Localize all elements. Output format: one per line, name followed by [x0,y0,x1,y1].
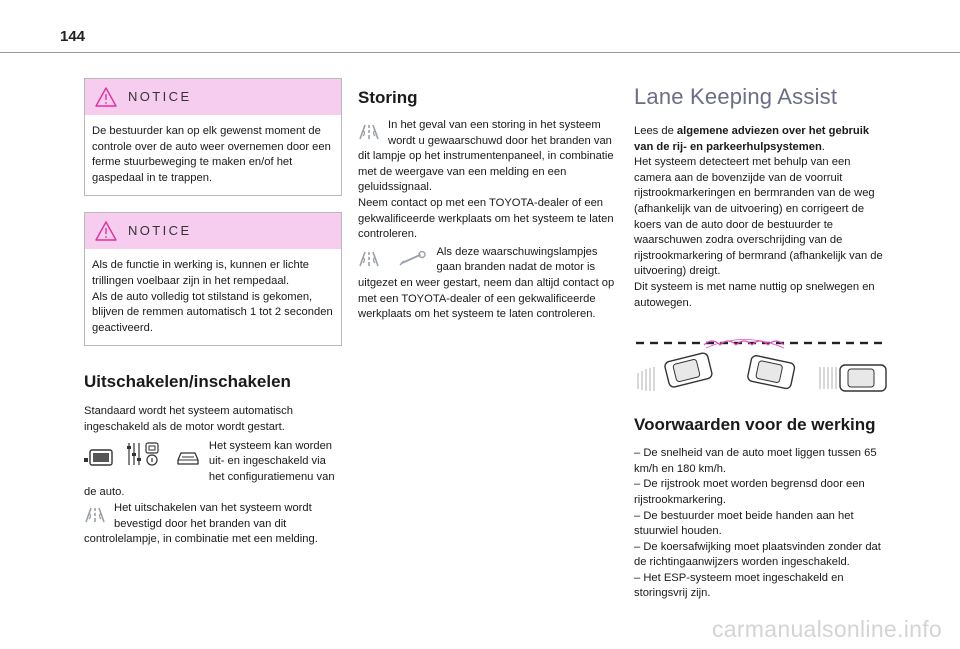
notice-body [85,249,341,345]
lane-keeping-diagram [634,333,888,395]
notice-title: NOTICE [128,223,192,239]
lane-departure-wrench-icon [398,251,428,267]
lane-departure-lamp-icon [358,251,380,267]
notice-text: De bestuurder kan op elk gewenst moment de controle over de auto weer overnemen door een ferme stuurbeweging te maken en/of het gaspedaal in te trappen. [92,125,331,184]
condition-item: – De koersafwijking moet plaatsvinden zonder dat de richtingaanwijzers worden ingeschakeld. [634,540,881,569]
config-text: Het systeem kan worden uit- en ingeschakeld via het configuratiemenu van de auto. [84,439,335,499]
lka-reference [634,124,888,155]
config-paragraph [84,439,342,501]
condition-item: – De rijstrook moet worden begrensd door een rijstrookmarkering. [634,478,865,506]
page-number: 144 [60,28,86,45]
notice-title: NOTICE [128,89,192,104]
top-rule [0,52,960,53]
fault-text-1: In het geval van een storing in het systeem wordt u gewaarschuwd door het branden van dit lampje op het instrumentenpaneel, in combinatie met de weergave van een melding en een geluidssignaal. [358,119,614,194]
warning-triangle-icon [95,221,117,241]
lka-ref-suffix: . [821,140,825,153]
warning-triangle-icon [95,87,117,107]
fault-text-2: Neem contact op met een TOYOTA-dealer of een gekwalificeerde werkplaats om het systeem te laten controleren. [358,196,614,241]
lka-text-1: Het systeem detecteert met behulp van een camera aan de bovenzijde van de voorruit rijstrookmarkeringen en bermranden van de weg (afhankelijk van de uitvoering) en corrigeert de koers van de auto door de bestuurder te waarschuwen zodra overschrijding van de rijstrookmarkering of bermrand (afhankelijk van de uitvoering) dreigt. [634,156,883,278]
column-right [634,84,888,602]
notice-header [85,213,341,249]
confirm-text: Het uitschakelen van het systeem wordt bevestigd door het branden van dit controlelampje, in combinatie met een melding. [84,501,318,546]
disable-intro: Standaard wordt het systeem automatisch ingeschakeld als de motor wordt gestart. [84,405,293,433]
lka-ref-prefix: Lees de [634,125,677,137]
column-middle [358,88,618,323]
notice-box-1 [84,78,342,196]
condition-item: – De bestuurder moet beide handen aan het stuurwiel houden. [634,509,854,538]
lamp-icon-wrap [84,507,106,528]
notice-text-line-2: Als de auto volledig tot stilstand is gekomen, blijven de remmen automatisch 1 tot 2 seconden geactiveerd. [92,290,333,334]
fault-text-3: Als deze waarschuwingslampjes gaan branden nadat de motor is uitgezet en weer gestart, neem dan altijd contact op met een TOYOTA-dealer of een gekwalificeerde werkplaats om het systeem te laten controleren. [358,245,615,321]
condition-item: – Het ESP-systeem moet ingeschakeld en storingsvrij zijn. [634,571,844,600]
section-heading-disable: Uitschakelen/inschakelen [84,372,291,392]
condition-item: – De snelheid van de auto moet liggen tussen 65 km/h en 180 km/h. [634,447,877,475]
section-heading-fault: Storing [358,88,418,107]
fault-paragraph-1 [358,118,618,196]
column-left [84,78,342,548]
section-heading-conditions: Voorwaarden voor de werking [634,415,876,435]
lamp-icons-wrap [358,251,428,272]
lane-departure-lamp-icon [84,507,106,523]
notice-header [85,79,341,115]
config-menu-icon [84,449,120,467]
notice-box-2 [84,212,342,346]
car-icon [175,449,201,467]
lamp-icon-wrap [358,124,380,145]
fault-paragraph-3 [358,245,618,323]
lka-title: Lane Keeping Assist [634,84,838,109]
lka-text-2: Dit systeem is met name nuttig op snelwegen en autowegen. [634,280,875,309]
confirm-paragraph [84,501,342,548]
notice-body [85,115,341,195]
driving-aids-icon [126,441,166,467]
config-icons [84,441,201,472]
watermark: carmanualsonline.info [711,616,942,642]
lane-departure-lamp-icon [358,124,380,140]
lka-ref-bold: algemene adviezen over het gebruik van de rij- en parkeerhulpsystemen [634,125,870,153]
notice-text-line-1: Als de functie in werking is, kunnen er lichte trillingen voelbaar zijn in het rempedaal. [92,259,310,287]
lane-keeping-illustration [634,333,888,395]
